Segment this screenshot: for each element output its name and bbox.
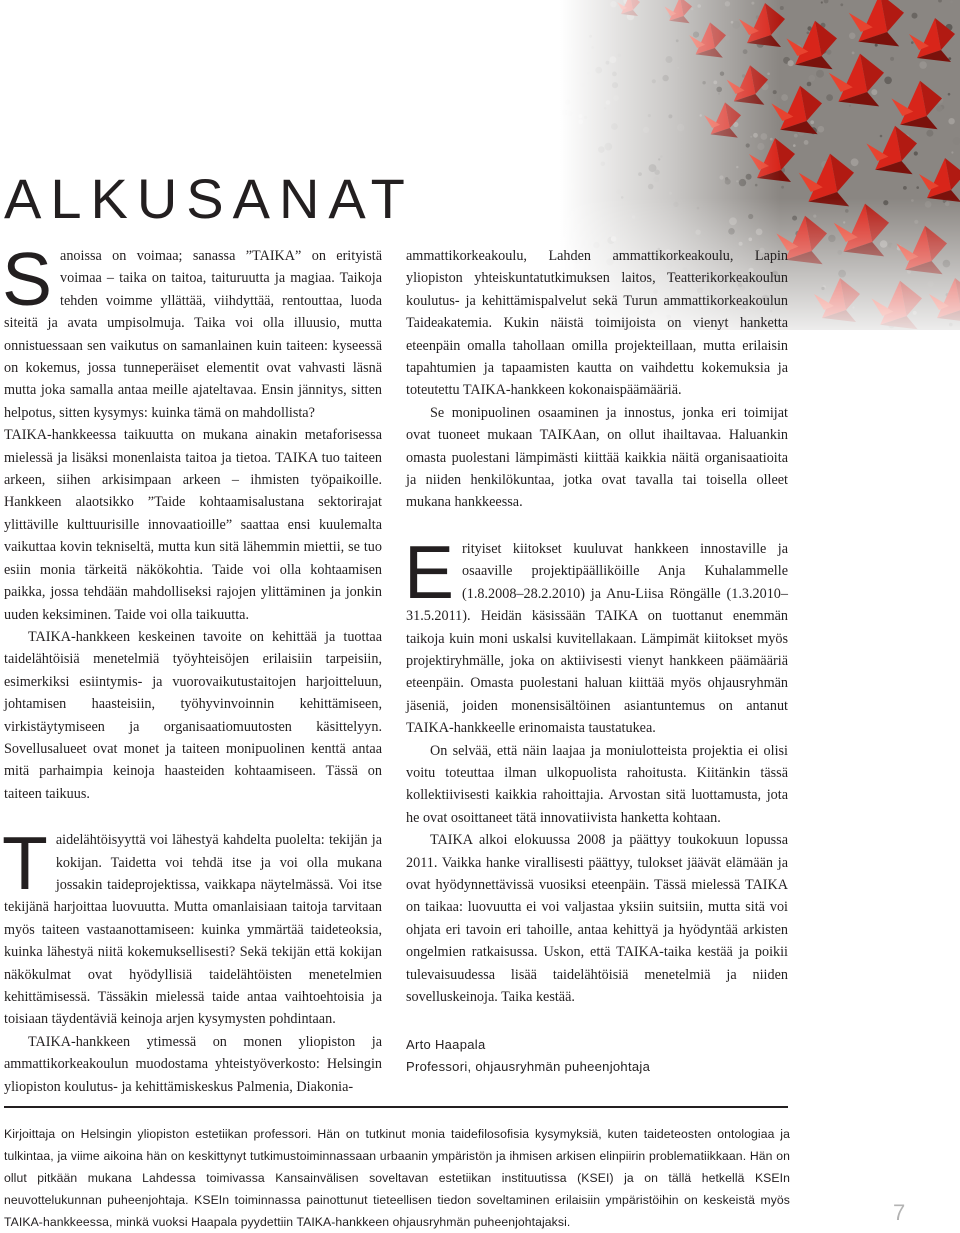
signature [406,1034,650,1078]
intro-paragraph [2,237,382,424]
dropcap: S [2,237,53,321]
dropcap: T [2,821,48,906]
page-number: 7 [893,1200,906,1225]
section-text: aidelähtöisyyttä voi lähestyä kahdelta puolelta: tekijän ja kokijan. Taidetta voi tehdä itse ja voi olla mukana jossakin taideprojektissa, vaikkapa näytelmässä. Voi itse tekijänä harjoittaa luovuutta. Mutta omanlaisiaan taitoja tarvitaan myös taiteen vastaanottamiseen: kuinka ymmärtää taideteoksia, kuinka lähestyä niitä kokemuksellisesti? Sekä tekijän että kokijan näkökulmat ovat hyödyllisiä taidelähtöisten menetelmien kehittämisessä. Tässäkin mielessä taide antaa vaihtoehtoisia ja toisiaan täydentäviä keinoja arjen kysymysten pohdintaan. [4,832,382,1028]
paragraph: ammattikorkeakoulu, Lahden ammattikorkeakoulu, Lapin yliopiston yhteiskuntatutkimuksen laitos, Teatterikorkeakoulun koulutus- ja kehittämispalvelut sekä Turun ammattikorkeakoulun Taideakatemia. Kukin näistä toimijoista on vienyt hanketta eteenpäin omalla tahollaan omilla projekteillaan, mutta erilaisin tapahtumien ja tapaamisten kautta on vaihdettu kokemuksia ja toteutettu TAIKA-hankkeen kokonaispäämääriä. [406,248,788,399]
footnote-divider [4,1106,788,1108]
author-footnote: Kirjoittaja on Helsingin yliopiston estetiikan professori. Hän on tutkinut monia taidefilosofisia kysymyksiä, kuten taideteosten ontologiaa ja tulkintaa, ja viime aikoina hän on keskittynyt tutkimustoiminnassaan urbaanin ympäristön ja ihmisen arkisen elinpiirin problematiikkaan. Hän on ollut pitkään mukana Lahdessa toimivassa Kansainvälisen soveltavan estetiikan instituutissa (KSEI) ja on tällä hetkellä KSEIn neuvottelukunnan puheenjohtaja. KSEIn toiminnassa painottunut tieteellisen tiedon soveltaminen erilaisiin ympäristöihin on keskeistä myös TAIKA-hankkeessa, minkä vuoksi Haapala pyydettiin TAIKA-hankkeen ohjausryhmän puheenjohtajaksi. [4,1127,790,1229]
dropcap: E [404,529,455,614]
paragraph: TAIKA-hankkeen keskeinen tavoite on kehittää ja tuottaa taidelähtöisiä menetelmiä työyhteisöjen erilaisiin tarpeisiin, esimerkiksi esiintymis- ja vuorovaikutustaitojen harjoitteluun, johtamisen haasteisiin, työhyvinvoinnin kehittämiseen, virkistäytymiseen ja organisaatiomuutosten käsittelyyn. Sovellusalueet ovat monet ja taiteen monipuolinen kenttä antaa mitä parhaimpia keinoja haasteiden kohtaamiseen. Tässä on taiteen taikuus. [4,628,382,802]
section-text: rityiset kiitokset kuuluvat hankkeen innostaville ja osaaville projektipäälliköille Anja Kuhalammelle (1.8.2008–28.2.2010) ja Anu-Liisa Röngälle (1.3.2010–31.5.2011). Heidän käsissään TAIKA on tuottanut enemmän taikoja kuin moni uskalsi kuvitellakaan. Lämpimät kiitokset myös projektiryhmälle, joka on aktiivisesti vienyt hankkeen päämääriä eteenpäin. Omasta puolestani haluan kiittää myös ohjausryhmän jäseniä, joiden monensisältöinen asiantuntemus on antanut TAIKA-hankkeelle erinomaista taustatukea. [406,540,788,737]
left-column [2,237,382,1098]
paragraph: On selvää, että näin laajaa ja moniulotteista projektia ei olisi voitu toteuttaa ilman ulkopuolista rahoitusta. Kiitänkin tässä kollektiivisesti kaikkia rahoittajia. Arvostan sitä luottamusta, jota he ovat osoittaneet tätä innovatiivista hanketta kohtaan. [406,742,788,826]
intro-text: anoissa on voimaa; sanassa ”TAIKA” on erityistä voimaa – taika on taitoa, taituruutta ja magiaa. Taikoja tehden voimme yllättää, viihdyttää, rentouttaa, luoda siteitä ja avata umpisolmuja. Taika voi olla illuusio, mutta onnistuessaan sen vaikutus on samanlainen kuin taiteen: kyseessä on kokemus, jossa tunneperäiset elementit ovat vahvasti läsnä mutta joka samalla antaa meille ajateltavaa. Ensin jännitys, sitten helpotus, sitten kysymys: kuinka tämä on mahdollista? [4,248,382,421]
author-role: Professori, ohjausryhmän puheenjohtaja [406,1059,651,1074]
paragraph: Se monipuolinen osaaminen ja innostus, jonka eri toimijat ovat tuoneet mukaan TAIKAan, on ollut ihailtavaa. Haluankin omasta puolestani lämpimästi kiittää kaikkia näitä organisaatioita ja niiden henkilökuntaa, jotka ovat tavalla tai toisella olleet mukana hankkeessa. [406,404,788,511]
section-paragraph [2,821,382,1031]
author-name: Arto Haapala [406,1037,486,1052]
paragraph: TAIKA alkoi elokuussa 2008 ja päättyy toukokuun lopussa 2011. Vaikka hanke virallisesti päättyy, tulokset jäävät elämään ja ovat hyödynnettävissä vuosiksi eteenpäin. Tässä mielessä TAIKA on taikaa: luovuutta ei voi valjastaa yksiin suitsiin, mutta sitä voi ohjata eri tavoin eri tahoille, antaa kehittyä ja hyödyntää arkisten ongelmien ratkaisussa. Uskon, että TAIKA-taika kestää ja poikii tulevaisuudessa lisää taidelähtöisiä menetelmiä ja niiden sovelluskeinoja. Taika kestää. [406,832,788,1005]
paragraph: TAIKA-hankkeen ytimessä on monen yliopiston ja ammattikorkeakoulun muodostama yhteistyöverkosto: Helsingin yliopiston koulutus- ja kehittämiskeskus Palmenia, Diakonia- [4,1033,382,1095]
right-column [406,245,788,1008]
page-title: ALKUSANAT [4,167,414,230]
paragraph: TAIKA-hankkeessa taikuutta on mukana ainakin metaforisessa mielessä ja lisäksi monenlaista taitoa ja tietoa. TAIKA tuo taiteen arkeen, siihen arkisimpaan arkeen – ihmisten työpaikoille. Hankkeen alaotsikko ”Taide kohtaamisalustana sektorirajat ylittäville kulttuurisille innovaatioille” saattaa ensi kuulemalta vaikuttaa kovin tekniseltä, mutta kun sitä lähemmin miettii, se tuo esiin monia tärkeitä näkökohtia. Taide voi olla kohtaamisen paikka, jossa tehdään mahdolliseksi rajojen ylittäminen ja jonkin uuden keksiminen. Taide voi olla taikuutta. [4,427,382,623]
section-paragraph [404,529,788,740]
